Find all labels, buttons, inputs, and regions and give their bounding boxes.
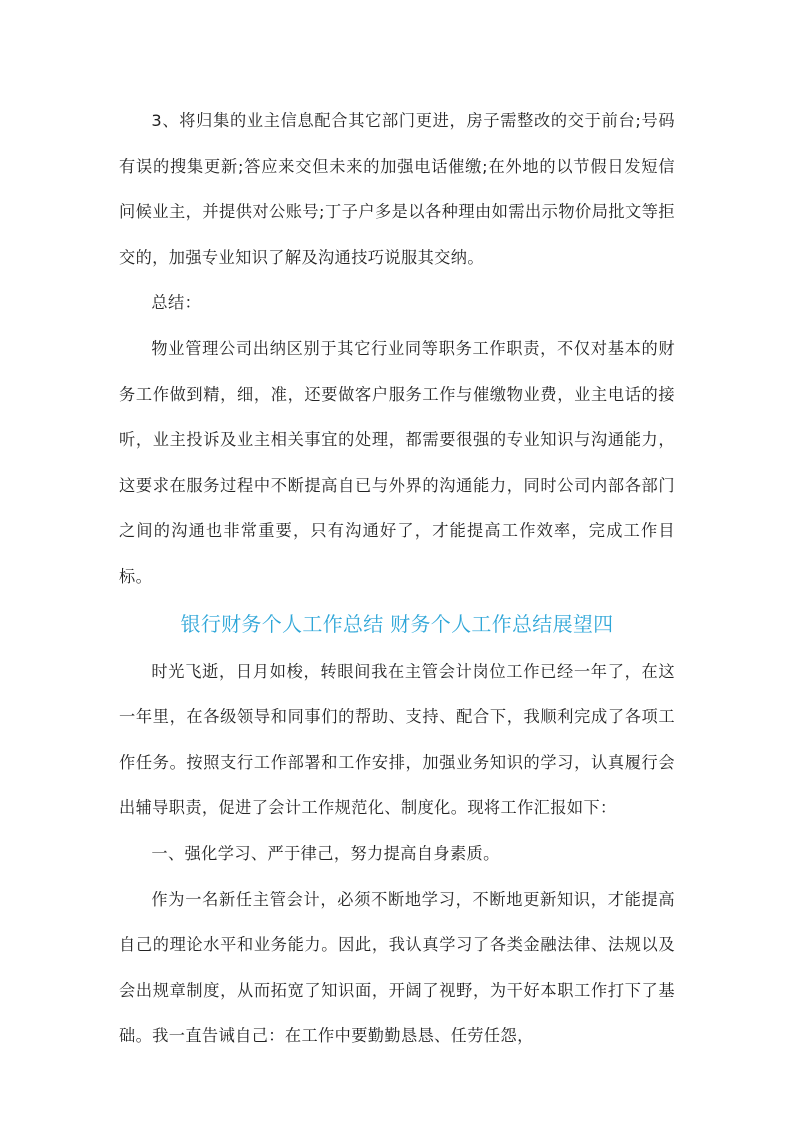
paragraph-section-one-body: 作为一名新任主管会计，必须不断地学习，不断地更新知识，才能提高自己的理论水平和业务能力。因此，我认真学习了各类金融法律、法规以及会出规章制度，从而拓宽了知识面，开阔了视野，为干好本职工作打下了基础。我一直告诫自己：在工作中要勤勤恳恳、任劳任怨， <box>119 889 675 1046</box>
paragraph-item-3: 3、将归集的业主信息配合其它部门更进，房子需整改的交于前台;号码有误的搜集更新;答应来交但未来的加强电话催缴;在外地的以节假日发短信问候业主，并提供对公账号;丁子户多是以各种理由如需出示物价局批文等拒交的，加强专业知识了解及沟通技巧说服其交纳。 <box>119 111 675 267</box>
document-body <box>119 98 675 1059</box>
paragraph-summary-label: 总结： <box>151 293 202 313</box>
paragraph-section-one-title: 一、强化学习、严于律己，努力提高自身素质。 <box>151 843 500 863</box>
section-heading: 银行财务个人工作总结 财务个人工作总结展望四 <box>180 611 614 636</box>
paragraph-intro: 时光飞逝，日月如梭，转眼间我在主管会计岗位工作已经一年了，在这一年里，在各级领导和同事们的帮助、支持、配合下，我顺利完成了各项工作任务。按照支行工作部署和工作安排，加强业务知识的学习，认真履行会出辅导职责，促进了会计工作规范化、制度化。现将工作汇报如下： <box>119 661 675 818</box>
paragraph-summary: 物业管理公司出纳区别于其它行业同等职务工作职责，不仅对基本的财务工作做到精，细，准，还要做客户服务工作与催缴物业费，业主电话的接听，业主投诉及业主相关事宜的处理，都需要很强的专业知识与沟通能力，这要求在服务过程中不断提高自已与外界的沟通能力，同时公司内部各部门之间的沟通也非常重要，只有沟通好了，才能提高工作效率，完成工作目标。 <box>119 338 675 586</box>
